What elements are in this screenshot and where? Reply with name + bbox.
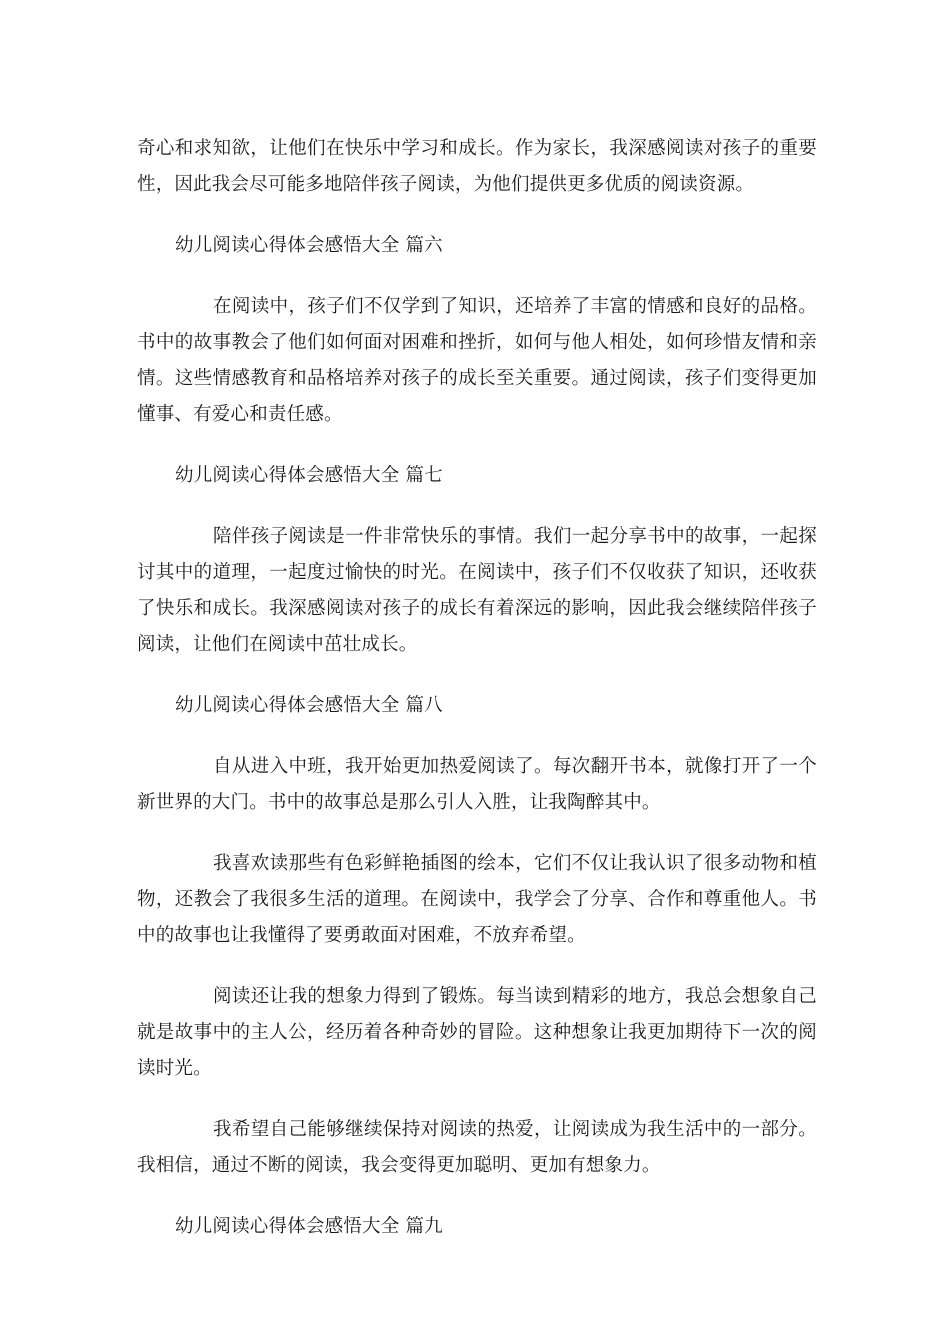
section-heading-6: 幼儿阅读心得体会感悟大全 篇六	[175, 235, 443, 256]
paragraph: 在阅读中，孩子们不仅学到了知识，还培养了丰富的情感和良好的品格。书中的故事教会了他们如何面对困难和挫折，如何与他人相处，如何珍惜友情和亲情。这些情感教育和品格培养对孩子的成长至关重要。通过阅读，孩子们变得更加懂事、有爱心和责任感。	[137, 296, 817, 425]
section-heading-9: 幼儿阅读心得体会感悟大全 篇九	[175, 1216, 443, 1237]
paragraph: 自从进入中班，我开始更加热爱阅读了。每次翻开书本，就像打开了一个新世界的大门。书中的故事总是那么引人入胜，让我陶醉其中。	[137, 756, 817, 813]
section-heading-7: 幼儿阅读心得体会感悟大全 篇七	[175, 465, 443, 486]
paragraph-continued: 奇心和求知欲，让他们在快乐中学习和成长。作为家长，我深感阅读对孩子的重要性，因此我会尽可能多地陪伴孩子阅读，为他们提供更多优质的阅读资源。	[137, 138, 817, 195]
paragraph: 我喜欢读那些有色彩鲜艳插图的绘本，它们不仅让我认识了很多动物和植物，还教会了我很多生活的道理。在阅读中，我学会了分享、合作和尊重他人。书中的故事也让我懂得了要勇敢面对困难，不放弃希望。	[137, 853, 817, 946]
section-heading-8: 幼儿阅读心得体会感悟大全 篇八	[175, 695, 443, 716]
paragraph: 我希望自己能够继续保持对阅读的热爱，让阅读成为我生活中的一部分。我相信，通过不断的阅读，我会变得更加聪明、更加有想象力。	[137, 1119, 817, 1176]
paragraph: 阅读还让我的想象力得到了锻炼。每当读到精彩的地方，我总会想象自己就是故事中的主人公，经历着各种奇妙的冒险。这种想象让我更加期待下一次的阅读时光。	[137, 986, 817, 1079]
paragraph: 陪伴孩子阅读是一件非常快乐的事情。我们一起分享书中的故事，一起探讨其中的道理，一起度过愉快的时光。在阅读中，孩子们不仅收获了知识，还收获了快乐和成长。我深感阅读对孩子的成长有着深远的影响，因此我会继续陪伴孩子阅读，让他们在阅读中茁壮成长。	[137, 526, 817, 655]
document-body	[137, 131, 817, 1270]
